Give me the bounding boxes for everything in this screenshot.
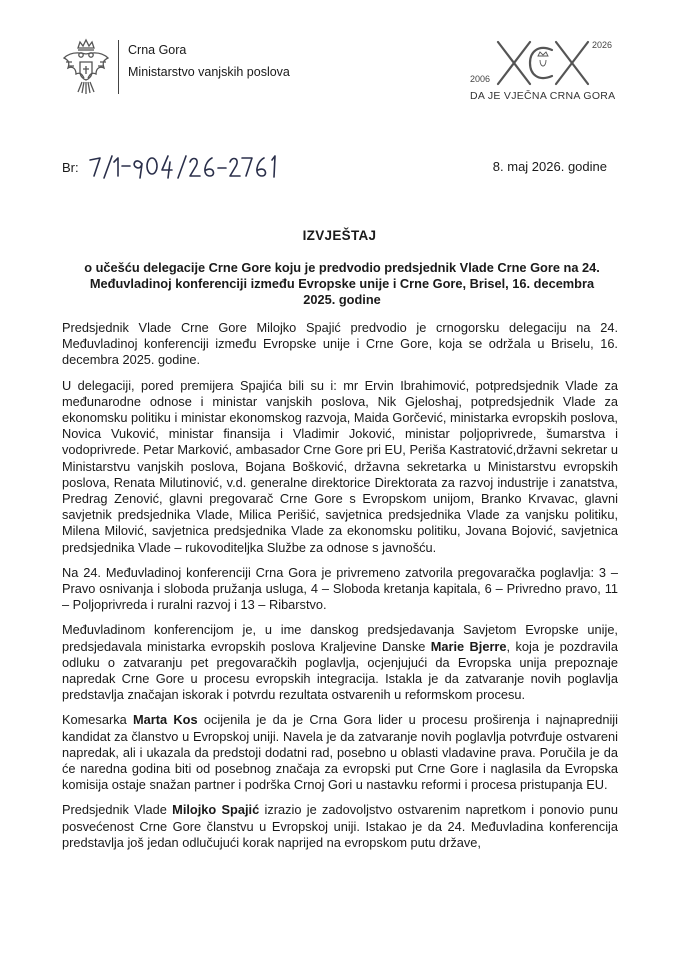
paragraph-5 [62, 712, 618, 793]
document-date: 8. maj 2026. godine [492, 159, 607, 174]
paragraph-5-text-a: Komesarka [62, 712, 134, 728]
document-subtitle: o učešću delegacije Crne Gore koju je predvodio predsjednik Vlade Crne Gore na 24. Međuvladinoj konferenciji između Evropske unije i Crne Gore, Brisel, 16. decembra 2025. godine [84, 260, 600, 307]
paragraph-1: Predsjednik Vlade Crne Gore Milojko Spajić predvodio je crnogorsku delegaciju na 24. Međuvladinoj konferenciji između Evropske unije i Crne Gore, koja se održala u Briselu, 16. decembra 2025. godine. [62, 320, 618, 368]
document-body [62, 320, 618, 860]
jubilee-tagline: DA JE VJEČNA CRNA GORA [470, 90, 616, 102]
jubilee-year-start: 2006 [470, 74, 491, 84]
jubilee-year-end: 2026 [592, 40, 613, 50]
reference-number [62, 152, 282, 182]
paragraph-2: U delegaciji, pored premijera Spajića bili su i: mr Ervin Ibrahimović, potpredsjednik Vlade za međunarodne odnose i ministar vanjskih poslova, Nik Gjeloshaj, potpredsjednik Vlade za ekonomsku politiku i ministar ekonomskog razvoja, Maida Gorčević, ministarka evropskih poslova, Novica Vuković, ministar finansija i Vladimir Joković, ministar poljoprivrede, šumarstva i vodoprivrede. Petar Marković, ambasador Crne Gore pri EU, Periša Kastratović,državni sekretar u Ministarstvu vanjskih poslova, Bojana Bošković, državna sekretarka u Ministarstvu evropskih poslova, Renata Milutinović, v.d. generalne direktorice Direktorata za razvoj industrije i zanatstva, Predrag Zenović, glavni pregovarač Crne Gore s Evropskom unijom, Branko Krvavac, glavni savjetnik predsjednika Vlade, Milica Perišić, savjetnica predsjednika Vlade za vanjsku politiku, Milena Milović, savjetnica predsjednika Vlade za ekonomsku politiku, Jovana Bojović, savjetnica predsjednika Vlade – rukovoditeljka Službe za odnose s javnošću. [62, 377, 618, 555]
paragraph-4-name: Marie Bjerre [430, 638, 507, 654]
document-title: IZVJEŠTAJ [302, 228, 377, 243]
paragraph-6-name: Milojko Spajić [172, 802, 260, 818]
paragraph-6 [62, 802, 618, 851]
paragraph-5-name: Marta Kos [133, 712, 198, 728]
paragraph-6-text-a: Predsjednik Vlade [62, 802, 173, 818]
paragraph-4-text-a: Međuvladinom konferencijom je, u ime danskog predsjedavanja Savjetom Evropske unije, predsjedavala ministarka evropskih poslova Kraljevine Danske [62, 622, 618, 654]
reference-label: Br: [62, 160, 79, 175]
org-ministry: Ministarstvo vanjskih poslova [128, 65, 290, 79]
coat-of-arms-icon [60, 38, 112, 96]
paragraph-4-text-b: , koja je pozdravila odluku o zatvaranju pet pregovaračkih poglavlja, ocjenjujući da Evropska unija prepoznaje napredak Crne Gore u procesu evropskih integracija. Istakla je da zatvaranje novih poglavlja predstavlja značajan iskorak i potvrdu rezultata ostvarenih u reformskom procesu. [62, 638, 618, 703]
paragraph-4 [62, 622, 618, 703]
paragraph-6-text-b: izrazio je zadovoljstvo ostvarenim napretkom i ponovio punu posvećenost Crne Gore članstvu u Evropskoj uniji. Istakao je da 24. Međuvladina konferencija predstavlja još jedan odlučujući korak naprijed na evropskom putu države, [62, 802, 618, 850]
header-divider [118, 40, 119, 94]
org-country: Crna Gora [128, 43, 187, 57]
paragraph-3: Na 24. Međuvladinoj konferenciji Crna Gora je privremeno zatvorila pregovaračka poglavlja: 3 – Pravo osnivanja i sloboda pružanja usluga, 4 – Sloboda kretanja kapitala, 6 – Privredno pravo, 11 – Poljoprivreda i ruralni razvoj i 13 – Ribarstvo. [62, 564, 618, 613]
paragraph-5-text-b: ocijenila je da je Crna Gora lider u procesu proširenja i najnapredniji kandidat za članstvo u Evropskoj uniji. Navela je da zatvaranje novih poglavlja potvrđuje ostvareni napredak, ali i ukazala da predstoji dodatni rad, posebno u oblasti vladavine prava. Poručila je da će naredna godina biti od posebnog značaja za evropski put Crne Gore i naglasila da Evropska komisija ostaje snažan partner i podrška Crnoj Gori u nastavku reformi i procesa pristupanja EU. [62, 712, 618, 793]
handwritten-reference-icon [86, 152, 281, 182]
